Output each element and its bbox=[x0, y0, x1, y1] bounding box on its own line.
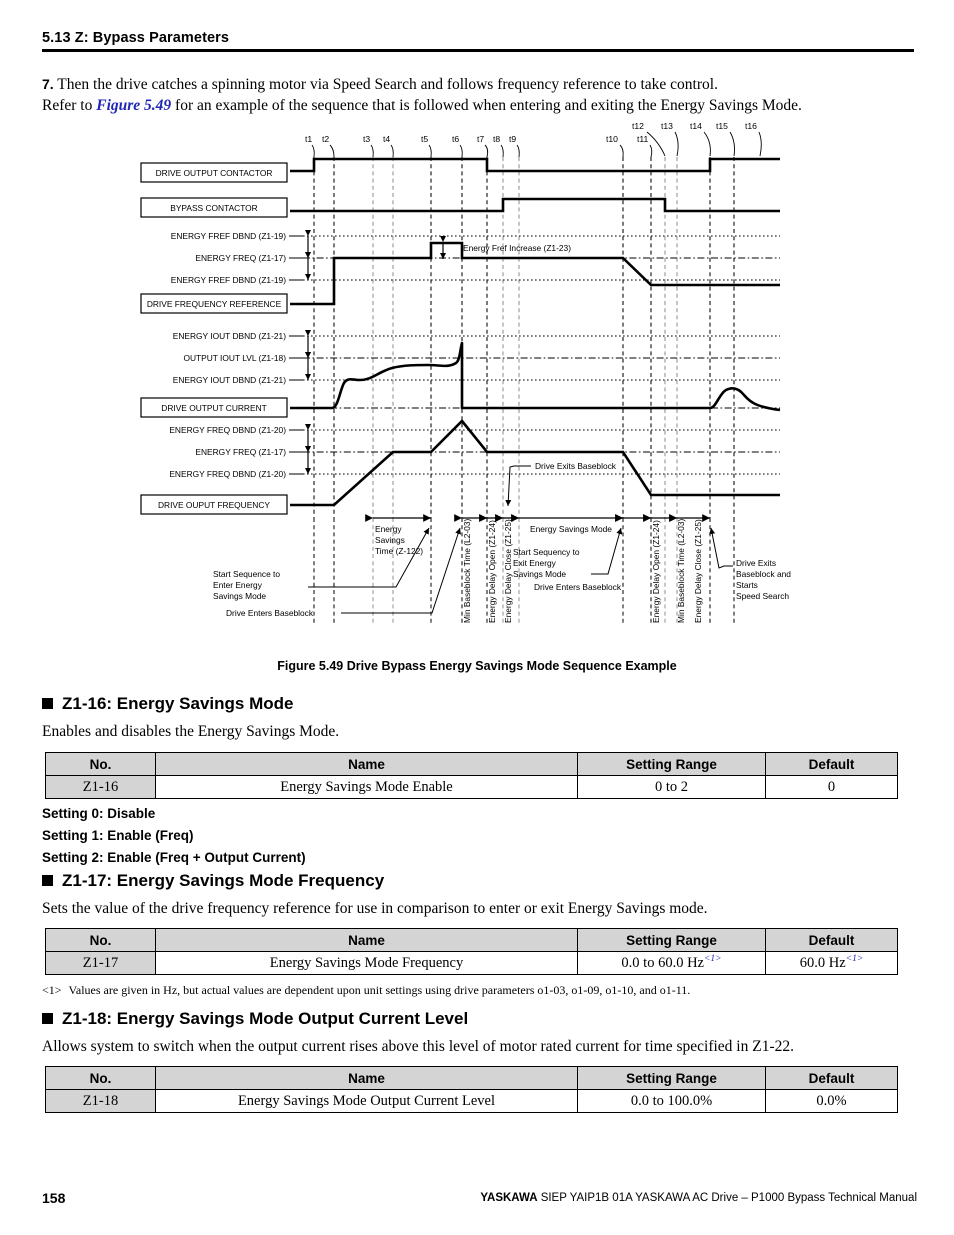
annotation-exits-speed-search-line4: Speed Search bbox=[736, 591, 790, 601]
figure-cross-reference-link[interactable]: Figure 5.49 bbox=[96, 97, 172, 114]
time-marker-t14: t14 bbox=[690, 121, 702, 131]
signal-label-drive-output-frequency: DRIVE OUPUT FREQUENCY bbox=[158, 500, 270, 510]
param-table-z1-17 bbox=[45, 928, 898, 975]
time-marker-t8: t8 bbox=[493, 134, 501, 144]
header-rule bbox=[42, 49, 914, 52]
cell-name: Energy Savings Mode Enable bbox=[156, 776, 578, 799]
level-label-energy-freq-dbnd-lower: ENERGY FREQ DBND (Z1-20) bbox=[169, 469, 286, 479]
time-marker-t15: t15 bbox=[716, 121, 728, 131]
brand-name: YASKAWA bbox=[480, 1192, 538, 1204]
level-label-energy-freq-z1-17-bottom: ENERGY FREQ (Z1-17) bbox=[195, 447, 286, 457]
time-marker-t3: t3 bbox=[363, 134, 371, 144]
level-label-energy-freq-dbnd-upper: ENERGY FREQ DBND (Z1-20) bbox=[169, 425, 286, 435]
step-paragraph bbox=[42, 74, 917, 116]
heading-z1-17 bbox=[42, 871, 384, 891]
signal-label-drive-frequency-reference: DRIVE FREQUENCY REFERENCE bbox=[146, 299, 282, 309]
signal-label-bypass-contactor: BYPASS CONTACTOR bbox=[170, 203, 258, 213]
time-marker-t5: t5 bbox=[421, 134, 429, 144]
col-header-setting-range: Setting Range bbox=[578, 753, 766, 776]
level-label-energy-iout-dbnd-lower: ENERGY IOUT DBND (Z1-21) bbox=[172, 375, 286, 385]
vertical-label-energy-delay-open-left: Energy Delay Open (Z1-24) bbox=[487, 520, 497, 623]
table-header-row bbox=[46, 753, 898, 776]
annotation-start-exit-line2: Exit Energy bbox=[513, 558, 556, 568]
footnote-1 bbox=[42, 983, 922, 998]
time-marker-t4: t4 bbox=[383, 134, 391, 144]
signal-label-drive-output-contactor: DRIVE OUTPUT CONTACTOR bbox=[155, 168, 273, 178]
signal-row-drive-output-current bbox=[141, 331, 780, 417]
col-header-name: Name bbox=[156, 753, 578, 776]
section-header bbox=[42, 30, 914, 52]
annotation-start-enter-line1: Start Sequence to bbox=[213, 569, 281, 579]
param-table-z1-16 bbox=[45, 752, 898, 799]
table-row bbox=[46, 952, 898, 975]
setting-option-2: Setting 2: Enable (Freq + Output Current) bbox=[42, 850, 306, 865]
level-label-energy-fref-dbnd-lower: ENERGY FREF DBND (Z1-19) bbox=[170, 275, 286, 285]
col-header-default: Default bbox=[766, 753, 898, 776]
heading-z1-16 bbox=[42, 694, 293, 714]
time-marker-t1: t1 bbox=[305, 134, 313, 144]
heading-z1-18 bbox=[42, 1009, 468, 1029]
vertical-label-energy-delay-close-left: Energy Delay Close (Z1-25) bbox=[503, 519, 513, 623]
cell-setting-range: 0.0 to 100.0% bbox=[578, 1090, 766, 1113]
figure-caption: Figure 5.49 Drive Bypass Energy Savings Mode Sequence Example bbox=[277, 659, 677, 673]
setting-option-1: Setting 1: Enable (Freq) bbox=[42, 828, 194, 843]
time-marker-t10: t10 bbox=[606, 134, 618, 144]
annotation-energy-savings-time-line1: Energy bbox=[375, 524, 402, 534]
time-marker-group bbox=[305, 121, 761, 157]
time-marker-t16: t16 bbox=[745, 121, 757, 131]
timing-diagram-figure bbox=[0, 118, 954, 648]
col-header-setting-range: Setting Range bbox=[578, 929, 766, 952]
time-marker-t12: t12 bbox=[632, 121, 644, 131]
cell-default: 0.0% bbox=[766, 1090, 898, 1113]
col-header-name: Name bbox=[156, 1067, 578, 1090]
signal-row-drive-frequency-reference bbox=[141, 231, 780, 313]
param-table-z1-18 bbox=[45, 1066, 898, 1113]
time-marker-t13: t13 bbox=[661, 121, 673, 131]
time-marker-t6: t6 bbox=[452, 134, 460, 144]
col-header-no: No. bbox=[46, 929, 156, 952]
cell-setting-range: 0 to 2 bbox=[578, 776, 766, 799]
footnote-marker: <1> bbox=[42, 983, 62, 997]
vertical-label-min-baseblock-time-right: Min Baseblock Time (L2-03) bbox=[676, 518, 686, 623]
measurement-band bbox=[213, 518, 791, 623]
cell-no: Z1-16 bbox=[46, 776, 156, 799]
annotation-start-enter-line2: Enter Energy bbox=[213, 580, 262, 590]
col-header-setting-range: Setting Range bbox=[578, 1067, 766, 1090]
footnote-ref-range[interactable]: <1> bbox=[703, 954, 722, 965]
signal-row-bypass-contactor bbox=[141, 198, 780, 217]
col-header-default: Default bbox=[766, 929, 898, 952]
setting-option-0: Setting 0: Disable bbox=[42, 806, 156, 821]
description-z1-16: Enables and disables the Energy Savings Mode. bbox=[42, 723, 340, 740]
description-z1-17: Sets the value of the drive frequency reference for use in comparison to enter or exit Energy Savings mode. bbox=[42, 900, 708, 917]
page-footer bbox=[0, 1190, 954, 1210]
cell-default bbox=[766, 952, 898, 975]
table-header-row bbox=[46, 929, 898, 952]
table-row bbox=[46, 1090, 898, 1113]
step-line-2 bbox=[42, 95, 917, 116]
bullet-square-icon bbox=[42, 1013, 53, 1024]
annotation-exits-speed-search-line1: Drive Exits bbox=[736, 558, 777, 568]
level-label-energy-iout-dbnd-upper: ENERGY IOUT DBND (Z1-21) bbox=[172, 331, 286, 341]
col-header-no: No. bbox=[46, 753, 156, 776]
annotation-exits-speed-search-line3: Starts bbox=[736, 580, 758, 590]
table-row bbox=[46, 776, 898, 799]
col-header-no: No. bbox=[46, 1067, 156, 1090]
level-label-energy-fref-dbnd-upper: ENERGY FREF DBND (Z1-19) bbox=[170, 231, 286, 241]
signal-label-drive-output-current: DRIVE OUTPUT CURRENT bbox=[161, 403, 267, 413]
vertical-label-energy-delay-close-right: Energy Delay Close (Z1-25) bbox=[693, 519, 703, 623]
manual-title: SIEP YAIP1B 01A YASKAWA AC Drive – P1000 Bypass Technical Manual bbox=[537, 1192, 917, 1204]
annotation-start-exit-line3: Savings Mode bbox=[513, 569, 567, 579]
time-marker-t7: t7 bbox=[477, 134, 485, 144]
cell-default-text: 60.0 Hz bbox=[799, 954, 846, 971]
bullet-square-icon bbox=[42, 698, 53, 709]
step-line-2-after: for an example of the sequence that is followed when entering and exiting the Energy Savings Mode. bbox=[171, 97, 802, 114]
heading-z1-17-text: Z1-17: Energy Savings Mode Frequency bbox=[62, 871, 385, 890]
vertical-label-min-baseblock-time-left: Min Baseblock Time (L2-03) bbox=[462, 518, 472, 623]
footnote-text: Values are given in Hz, but actual values are dependent upon unit settings using drive parameters o1-03, o1-09, o1-10, and o1-11. bbox=[68, 983, 691, 997]
cell-setting-range bbox=[578, 952, 766, 975]
cell-name: Energy Savings Mode Frequency bbox=[156, 952, 578, 975]
vertical-label-energy-delay-open-right: Energy Delay Open (Z1-24) bbox=[651, 520, 661, 623]
annotation-energy-savings-mode: Energy Savings Mode bbox=[530, 524, 612, 534]
col-header-default: Default bbox=[766, 1067, 898, 1090]
cell-default: 0 bbox=[766, 776, 898, 799]
col-header-name: Name bbox=[156, 929, 578, 952]
annotation-drive-exits-baseblock: Drive Exits Baseblock bbox=[535, 461, 616, 471]
bullet-square-icon bbox=[42, 875, 53, 886]
cell-no: Z1-17 bbox=[46, 952, 156, 975]
table-header-row bbox=[46, 1067, 898, 1090]
cell-name: Energy Savings Mode Output Current Level bbox=[156, 1090, 578, 1113]
page-number: 158 bbox=[42, 1190, 66, 1206]
heading-z1-18-text: Z1-18: Energy Savings Mode Output Current Level bbox=[62, 1009, 469, 1028]
step-number: 7. bbox=[42, 76, 54, 92]
signal-row-drive-output-contactor bbox=[141, 159, 780, 182]
annotation-start-exit-line1: Start Sequency to bbox=[513, 547, 580, 557]
annotation-drive-enters-baseblock-right: Drive Enters Baseblock bbox=[534, 582, 622, 592]
footnote-ref-default[interactable]: <1> bbox=[845, 954, 864, 965]
annotation-energy-fref-increase: Energy Fref Increase (Z1-23) bbox=[463, 243, 571, 253]
signal-row-drive-output-frequency bbox=[141, 421, 780, 514]
annotation-exits-speed-search-line2: Baseblock and bbox=[736, 569, 791, 579]
annotation-start-enter-line3: Savings Mode bbox=[213, 591, 267, 601]
cell-setting-range-text: 0.0 to 60.0 Hz bbox=[621, 954, 704, 971]
cell-no: Z1-18 bbox=[46, 1090, 156, 1113]
level-label-output-iout-lvl: OUTPUT IOUT LVL (Z1-18) bbox=[183, 353, 286, 363]
level-label-energy-freq-z1-17-top: ENERGY FREQ (Z1-17) bbox=[195, 253, 286, 263]
annotation-energy-savings-time-line3: Time (Z-122) bbox=[375, 546, 424, 556]
section-heading: 5.13 Z: Bypass Parameters bbox=[42, 30, 230, 46]
annotation-drive-enters-baseblock-left: Drive Enters Baseblock bbox=[226, 608, 314, 618]
step-line-2-before: Refer to bbox=[42, 97, 97, 114]
heading-z1-16-text: Z1-16: Energy Savings Mode bbox=[62, 694, 294, 713]
time-marker-t11: t11 bbox=[637, 134, 649, 144]
time-marker-t2: t2 bbox=[322, 134, 330, 144]
manual-reference bbox=[480, 1192, 917, 1204]
annotation-energy-savings-time-line2: Savings bbox=[375, 535, 405, 545]
step-line-1: Then the drive catches a spinning motor via Speed Search and follows frequency reference to take control. bbox=[57, 76, 718, 93]
time-marker-t9: t9 bbox=[509, 134, 517, 144]
description-z1-18: Allows system to switch when the output current rises above this level of motor rated current for time specified in Z1-22. bbox=[42, 1038, 794, 1055]
